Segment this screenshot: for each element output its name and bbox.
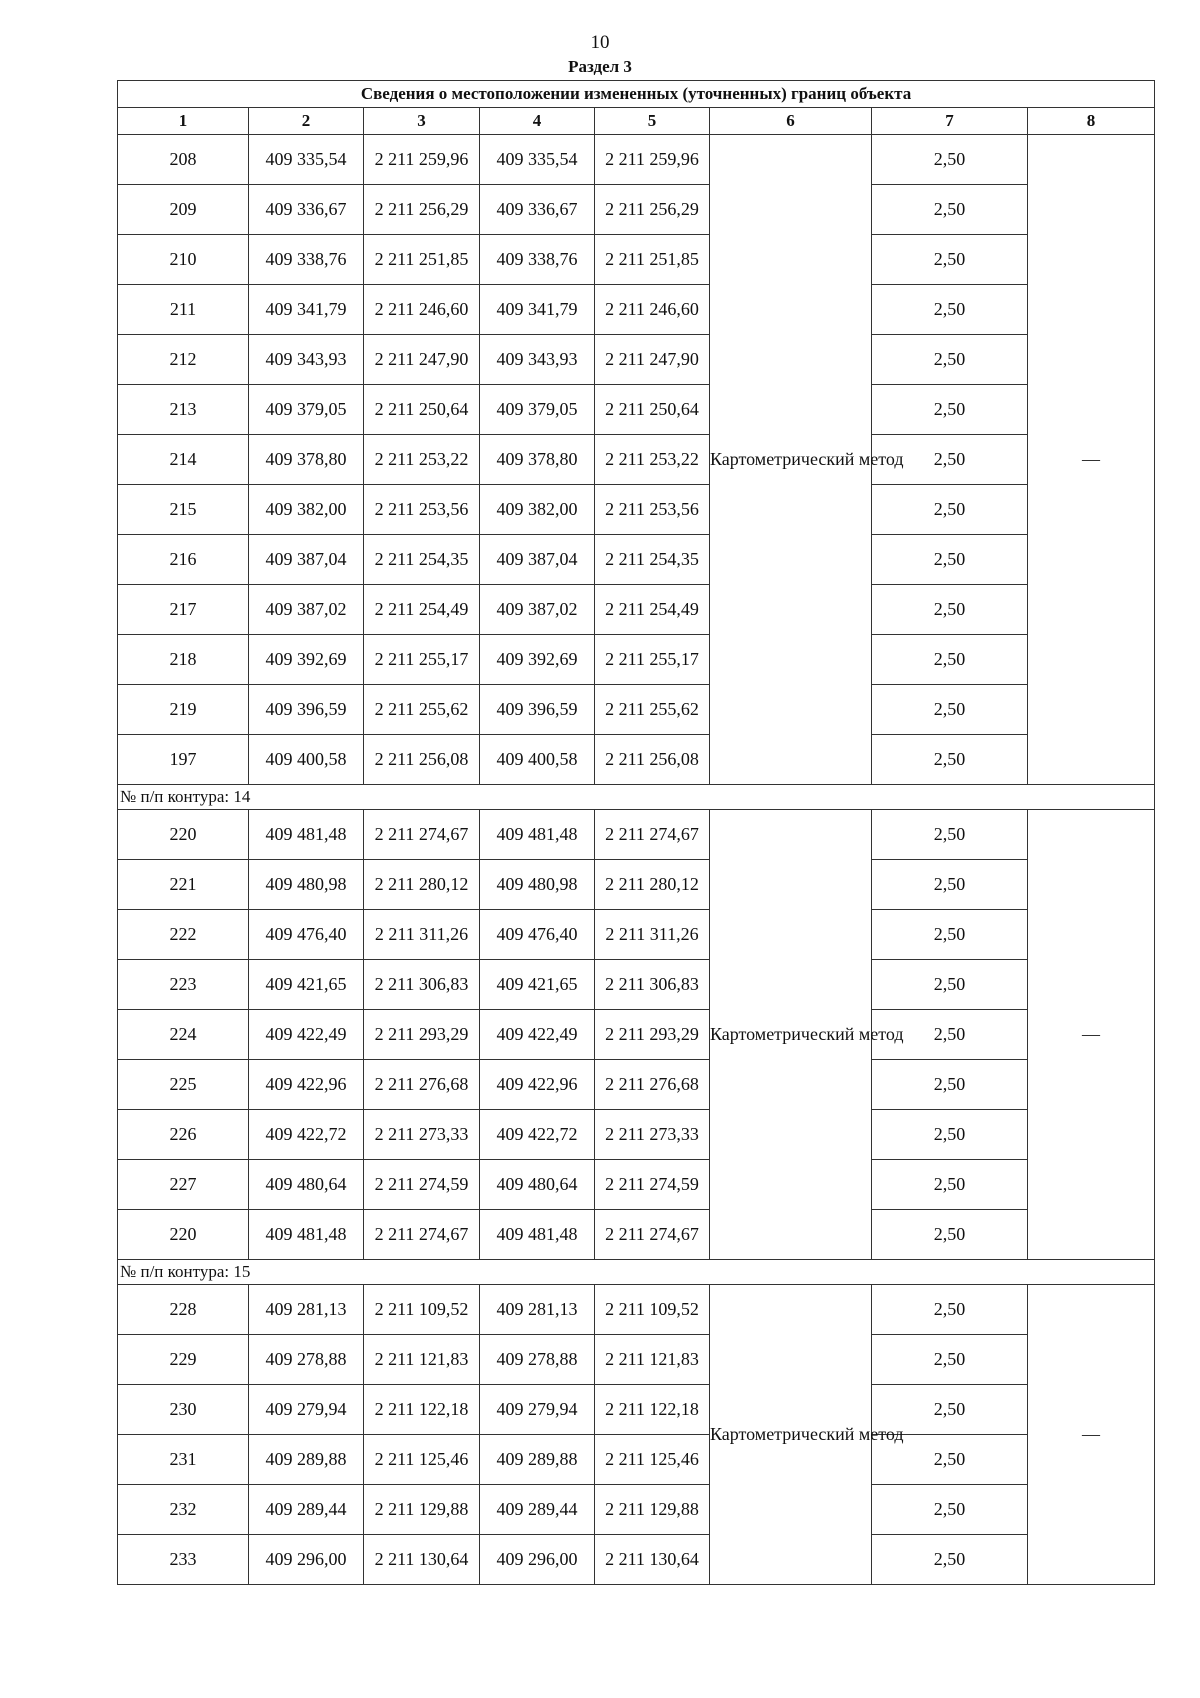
point-number-cell: 217 <box>118 585 249 635</box>
coordinate-cell: 409 336,67 <box>480 185 595 235</box>
coordinate-cell: 2 211 280,12 <box>364 860 480 910</box>
coordinate-cell: 2 211 255,62 <box>595 685 710 735</box>
column-header: 1 <box>118 108 249 135</box>
page-number: 10 <box>590 32 610 53</box>
coordinate-cell: 409 343,93 <box>480 335 595 385</box>
point-number-cell: 212 <box>118 335 249 385</box>
coordinate-cell: 2 211 276,68 <box>595 1060 710 1110</box>
table-row <box>118 1060 1155 1110</box>
point-number-cell: 208 <box>118 135 249 185</box>
contour-label: № п/п контура: 15 <box>118 1260 1155 1285</box>
accuracy-cell: 2,50 <box>872 285 1028 335</box>
coordinate-cell: 2 211 109,52 <box>595 1285 710 1335</box>
coordinate-cell: 2 211 256,08 <box>595 735 710 785</box>
point-number-cell: 209 <box>118 185 249 235</box>
coordinate-cell: 2 211 273,33 <box>364 1110 480 1160</box>
accuracy-cell: 2,50 <box>872 185 1028 235</box>
accuracy-cell: 2,50 <box>872 385 1028 435</box>
table-row <box>118 1160 1155 1210</box>
table-row <box>118 860 1155 910</box>
coordinate-cell: 2 211 255,17 <box>364 635 480 685</box>
contour-label-row <box>118 785 1155 810</box>
coordinate-cell: 2 211 247,90 <box>595 335 710 385</box>
accuracy-cell: 2,50 <box>872 1535 1028 1585</box>
coordinate-cell: 409 336,67 <box>249 185 364 235</box>
coordinate-cell: 2 211 306,83 <box>595 960 710 1010</box>
accuracy-cell: 2,50 <box>872 1210 1028 1260</box>
coordinate-cell: 2 211 122,18 <box>595 1385 710 1435</box>
point-number-cell: 214 <box>118 435 249 485</box>
table-row <box>118 960 1155 1010</box>
accuracy-cell: 2,50 <box>872 1110 1028 1160</box>
accuracy-cell: 2,50 <box>872 135 1028 185</box>
table-row <box>118 185 1155 235</box>
table-row <box>118 485 1155 535</box>
column-8-cell: — <box>1028 810 1155 1260</box>
coordinate-cell: 409 296,00 <box>249 1535 364 1585</box>
coordinate-cell: 409 378,80 <box>249 435 364 485</box>
coordinate-cell: 2 211 311,26 <box>364 910 480 960</box>
coordinate-cell: 409 481,48 <box>249 1210 364 1260</box>
coordinate-cell: 409 341,79 <box>480 285 595 335</box>
table-row <box>118 1210 1155 1260</box>
point-number-cell: 221 <box>118 860 249 910</box>
accuracy-cell: 2,50 <box>872 585 1028 635</box>
coordinate-cell: 2 211 251,85 <box>364 235 480 285</box>
table-row <box>118 585 1155 635</box>
column-8-cell: — <box>1028 135 1155 785</box>
point-number-cell: 222 <box>118 910 249 960</box>
coordinate-cell: 409 422,96 <box>480 1060 595 1110</box>
coordinate-cell: 409 343,93 <box>249 335 364 385</box>
table-row <box>118 1535 1155 1585</box>
accuracy-cell: 2,50 <box>872 960 1028 1010</box>
coordinate-cell: 409 400,58 <box>480 735 595 785</box>
coordinate-cell: 409 422,96 <box>249 1060 364 1110</box>
table-row <box>118 1285 1155 1335</box>
accuracy-cell: 2,50 <box>872 435 1028 485</box>
accuracy-cell: 2,50 <box>872 1435 1028 1485</box>
table-row <box>118 1110 1155 1160</box>
point-number-cell: 231 <box>118 1435 249 1485</box>
coordinate-cell: 2 211 274,67 <box>364 810 480 860</box>
point-number-cell: 233 <box>118 1535 249 1585</box>
table-body <box>118 135 1155 1585</box>
accuracy-cell: 2,50 <box>872 910 1028 960</box>
contour-label-row <box>118 1260 1155 1285</box>
coordinate-cell: 2 211 280,12 <box>595 860 710 910</box>
coordinate-cell: 409 289,44 <box>480 1485 595 1535</box>
table-row <box>118 435 1155 485</box>
coordinate-cell: 2 211 130,64 <box>364 1535 480 1585</box>
boundary-coordinates-table <box>117 80 1155 1585</box>
coordinate-cell: 409 338,76 <box>480 235 595 285</box>
coordinate-cell: 2 211 247,90 <box>364 335 480 385</box>
coordinate-cell: 2 211 274,59 <box>364 1160 480 1210</box>
coordinate-cell: 409 422,49 <box>249 1010 364 1060</box>
coordinate-cell: 2 211 306,83 <box>364 960 480 1010</box>
point-number-cell: 224 <box>118 1010 249 1060</box>
table-row <box>118 910 1155 960</box>
accuracy-cell: 2,50 <box>872 1485 1028 1535</box>
coordinate-cell: 2 211 273,33 <box>595 1110 710 1160</box>
table-caption: Сведения о местоположении измененных (уточненных) границ объекта <box>118 81 1155 108</box>
coordinate-cell: 409 396,59 <box>249 685 364 735</box>
table-row <box>118 685 1155 735</box>
point-number-cell: 216 <box>118 535 249 585</box>
coordinate-cell: 409 378,80 <box>480 435 595 485</box>
accuracy-cell: 2,50 <box>872 1060 1028 1110</box>
coordinate-cell: 409 476,40 <box>480 910 595 960</box>
coordinate-cell: 2 211 121,83 <box>595 1335 710 1385</box>
accuracy-cell: 2,50 <box>872 685 1028 735</box>
column-header: 3 <box>364 108 480 135</box>
table-row <box>118 1335 1155 1385</box>
coordinate-cell: 409 421,65 <box>249 960 364 1010</box>
point-number-cell: 230 <box>118 1385 249 1435</box>
coordinate-cell: 409 422,49 <box>480 1010 595 1060</box>
coordinate-cell: 2 211 130,64 <box>595 1535 710 1585</box>
coordinate-cell: 2 211 274,67 <box>364 1210 480 1260</box>
coordinate-cell: 409 387,04 <box>249 535 364 585</box>
coordinate-cell: 409 281,13 <box>480 1285 595 1335</box>
point-number-cell: 223 <box>118 960 249 1010</box>
coordinate-cell: 409 279,94 <box>249 1385 364 1435</box>
table-caption-row <box>118 81 1155 108</box>
accuracy-cell: 2,50 <box>872 735 1028 785</box>
coordinate-cell: 409 338,76 <box>249 235 364 285</box>
coordinate-cell: 2 211 311,26 <box>595 910 710 960</box>
coordinate-cell: 2 211 250,64 <box>364 385 480 435</box>
coordinate-cell: 2 211 256,29 <box>364 185 480 235</box>
coordinate-cell: 2 211 246,60 <box>595 285 710 335</box>
coordinate-cell: 2 211 256,08 <box>364 735 480 785</box>
point-number-cell: 218 <box>118 635 249 685</box>
table-row <box>118 1010 1155 1060</box>
coordinate-cell: 2 211 253,22 <box>364 435 480 485</box>
coordinate-cell: 409 480,64 <box>480 1160 595 1210</box>
coordinate-cell: 2 211 254,35 <box>595 535 710 585</box>
coordinate-cell: 409 382,00 <box>480 485 595 535</box>
table-row <box>118 1385 1155 1435</box>
coordinate-cell: 409 392,69 <box>249 635 364 685</box>
coordinate-cell: 2 211 255,62 <box>364 685 480 735</box>
accuracy-cell: 2,50 <box>872 1010 1028 1060</box>
coordinate-cell: 2 211 254,49 <box>364 585 480 635</box>
coordinate-cell: 409 382,00 <box>249 485 364 535</box>
accuracy-cell: 2,50 <box>872 810 1028 860</box>
coordinate-cell: 409 278,88 <box>480 1335 595 1385</box>
table-row <box>118 1435 1155 1485</box>
point-number-cell: 220 <box>118 1210 249 1260</box>
coordinate-cell: 2 211 253,56 <box>364 485 480 535</box>
coordinate-cell: 409 379,05 <box>480 385 595 435</box>
coordinate-cell: 2 211 129,88 <box>364 1485 480 1535</box>
accuracy-cell: 2,50 <box>872 1285 1028 1335</box>
accuracy-cell: 2,50 <box>872 1160 1028 1210</box>
table-row <box>118 810 1155 860</box>
point-number-cell: 227 <box>118 1160 249 1210</box>
coordinate-cell: 2 211 246,60 <box>364 285 480 335</box>
coordinate-cell: 2 211 253,56 <box>595 485 710 535</box>
accuracy-cell: 2,50 <box>872 635 1028 685</box>
coordinate-cell: 2 211 293,29 <box>364 1010 480 1060</box>
coordinate-cell: 2 211 274,67 <box>595 1210 710 1260</box>
table-row <box>118 635 1155 685</box>
coordinate-cell: 409 481,48 <box>249 810 364 860</box>
coordinate-cell: 409 387,02 <box>249 585 364 635</box>
method-cell: Картометрический метод <box>710 135 872 785</box>
coordinate-cell: 409 422,72 <box>480 1110 595 1160</box>
table-row <box>118 535 1155 585</box>
table-row <box>118 235 1155 285</box>
coordinate-cell: 409 335,54 <box>480 135 595 185</box>
coordinate-cell: 409 278,88 <box>249 1335 364 1385</box>
point-number-cell: 210 <box>118 235 249 285</box>
accuracy-cell: 2,50 <box>872 1385 1028 1435</box>
coordinate-cell: 2 211 259,96 <box>595 135 710 185</box>
coordinate-cell: 2 211 274,59 <box>595 1160 710 1210</box>
coordinate-cell: 409 480,98 <box>480 860 595 910</box>
coordinate-cell: 409 480,98 <box>249 860 364 910</box>
point-number-cell: 226 <box>118 1110 249 1160</box>
method-cell: Картометрический метод <box>710 810 872 1260</box>
point-number-cell: 228 <box>118 1285 249 1335</box>
table-row <box>118 735 1155 785</box>
coordinate-cell: 409 387,04 <box>480 535 595 585</box>
point-number-cell: 225 <box>118 1060 249 1110</box>
point-number-cell: 219 <box>118 685 249 735</box>
coordinate-cell: 409 387,02 <box>480 585 595 635</box>
column-8-cell: — <box>1028 1285 1155 1585</box>
table-row <box>118 1485 1155 1535</box>
coordinate-cell: 409 392,69 <box>480 635 595 685</box>
point-number-cell: 232 <box>118 1485 249 1535</box>
coordinate-cell: 409 289,44 <box>249 1485 364 1535</box>
column-header: 8 <box>1028 108 1155 135</box>
coordinate-cell: 409 480,64 <box>249 1160 364 1210</box>
table-row <box>118 335 1155 385</box>
coordinate-cell: 2 211 125,46 <box>595 1435 710 1485</box>
coordinate-cell: 409 481,48 <box>480 810 595 860</box>
column-header: 2 <box>249 108 364 135</box>
coordinate-cell: 409 296,00 <box>480 1535 595 1585</box>
column-header-row <box>118 108 1155 135</box>
coordinate-cell: 409 335,54 <box>249 135 364 185</box>
coordinate-cell: 2 211 254,49 <box>595 585 710 635</box>
coordinate-cell: 2 211 253,22 <box>595 435 710 485</box>
coordinate-cell: 2 211 293,29 <box>595 1010 710 1060</box>
accuracy-cell: 2,50 <box>872 335 1028 385</box>
accuracy-cell: 2,50 <box>872 1335 1028 1385</box>
coordinate-cell: 2 211 259,96 <box>364 135 480 185</box>
accuracy-cell: 2,50 <box>872 535 1028 585</box>
point-number-cell: 211 <box>118 285 249 335</box>
column-header: 7 <box>872 108 1028 135</box>
section-title: Раздел 3 <box>568 57 632 76</box>
coordinate-cell: 2 211 251,85 <box>595 235 710 285</box>
coordinate-cell: 409 421,65 <box>480 960 595 1010</box>
coordinate-cell: 2 211 255,17 <box>595 635 710 685</box>
accuracy-cell: 2,50 <box>872 485 1028 535</box>
coordinate-cell: 2 211 121,83 <box>364 1335 480 1385</box>
column-header: 5 <box>595 108 710 135</box>
coordinate-cell: 409 396,59 <box>480 685 595 735</box>
column-header: 4 <box>480 108 595 135</box>
point-number-cell: 213 <box>118 385 249 435</box>
coordinate-cell: 2 211 250,64 <box>595 385 710 435</box>
contour-label: № п/п контура: 14 <box>118 785 1155 810</box>
coordinate-cell: 409 400,58 <box>249 735 364 785</box>
point-number-cell: 215 <box>118 485 249 535</box>
table-row <box>118 285 1155 335</box>
column-header: 6 <box>710 108 872 135</box>
coordinate-cell: 409 341,79 <box>249 285 364 335</box>
coordinate-cell: 2 211 122,18 <box>364 1385 480 1435</box>
coordinate-cell: 409 279,94 <box>480 1385 595 1435</box>
coordinate-cell: 409 281,13 <box>249 1285 364 1335</box>
method-cell: Картометрический метод <box>710 1285 872 1585</box>
point-number-cell: 229 <box>118 1335 249 1385</box>
coordinate-cell: 409 289,88 <box>249 1435 364 1485</box>
coordinate-cell: 2 211 109,52 <box>364 1285 480 1335</box>
coordinate-cell: 409 289,88 <box>480 1435 595 1485</box>
coordinate-cell: 2 211 125,46 <box>364 1435 480 1485</box>
point-number-cell: 220 <box>118 810 249 860</box>
coordinate-cell: 2 211 276,68 <box>364 1060 480 1110</box>
coordinate-cell: 409 379,05 <box>249 385 364 435</box>
table-row <box>118 135 1155 185</box>
coordinate-cell: 2 211 274,67 <box>595 810 710 860</box>
point-number-cell: 197 <box>118 735 249 785</box>
coordinate-cell: 2 211 129,88 <box>595 1485 710 1535</box>
coordinate-cell: 2 211 256,29 <box>595 185 710 235</box>
coordinate-cell: 409 481,48 <box>480 1210 595 1260</box>
accuracy-cell: 2,50 <box>872 860 1028 910</box>
table-row <box>118 385 1155 435</box>
coordinate-cell: 409 476,40 <box>249 910 364 960</box>
accuracy-cell: 2,50 <box>872 235 1028 285</box>
coordinate-cell: 409 422,72 <box>249 1110 364 1160</box>
coordinate-cell: 2 211 254,35 <box>364 535 480 585</box>
